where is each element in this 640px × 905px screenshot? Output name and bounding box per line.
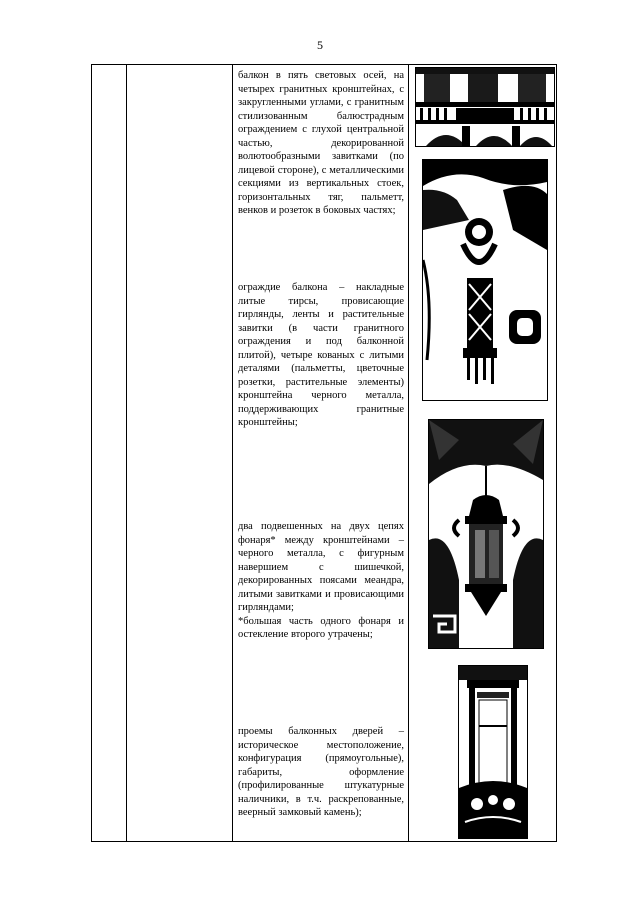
column-divider bbox=[232, 65, 233, 841]
lantern-photo bbox=[428, 419, 544, 649]
column-divider bbox=[126, 65, 127, 841]
document-table bbox=[91, 64, 557, 842]
lantern-text: два подвешенных на двух цепях фонаря* между кронштейнами – черного металла, с фигурным навершием с шишечкой, декорированных поясами меандра, литыми завитками и провисающими гирляндами; bbox=[238, 521, 404, 613]
bracket-photo bbox=[422, 159, 548, 401]
balcony-facade-photo bbox=[415, 67, 555, 147]
lantern-footnote: *большая часть одного фонаря и остекление второго утрачены; bbox=[238, 615, 404, 640]
column-divider bbox=[408, 65, 409, 841]
description-doorways: проемы балконных дверей – историческое местоположение, конфигурация (прямоугольные), габариты, оформление (профилированные штукатурные наличники, в т.ч. раскрепованные, веерный замковый камень); bbox=[238, 726, 404, 818]
description-lanterns bbox=[238, 520, 404, 642]
page-number: 5 bbox=[317, 38, 323, 52]
description-balcony: балкон в пять световых осей, на четырех гранитных кронштейнах, с закругленными углами, с гранитным стилизованным балюстрадным ограждением с глухой центральной частью, декорированной волютообразными завитками (по лицевой стороне), с металлическими секциями из вертикальных стоек, горизонтальных тяг, пальметт, венков и розеток в боковых частях; bbox=[238, 70, 404, 216]
description-railing: ограждие балкона – накладные литые тирсы, провисающие гирлянды, ленты и растительные завитки (в части гранитного ограждения и под балконной плитой), четыре кованых с литыми деталями (пальметты, цветочные розетки, растительные элементы) кронштейна черного металла, поддерживающих гранитные кронштейны; bbox=[238, 282, 404, 428]
doorway-photo bbox=[458, 665, 528, 839]
